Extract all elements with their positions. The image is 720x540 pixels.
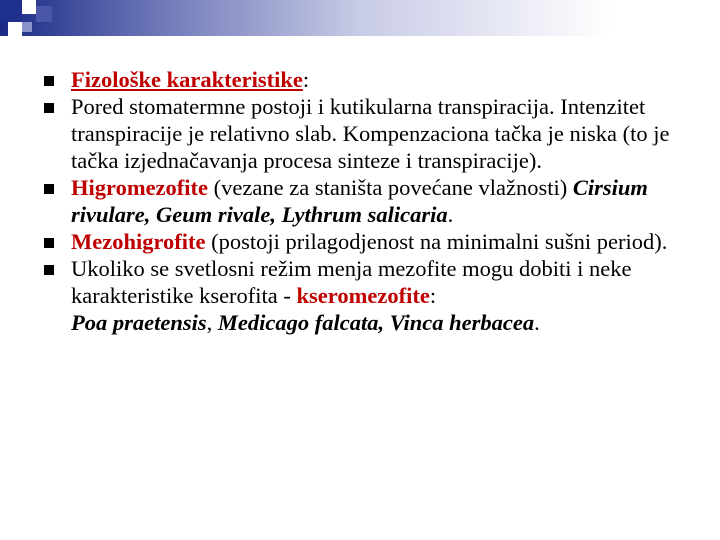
- higromezofite-species: Cirsium rivulare, Geum rivale, Lythrum salicaria: [71, 175, 648, 227]
- bullet-item-kseromezofite: [44, 255, 704, 336]
- square-bullet-icon: [44, 184, 54, 194]
- header-divider: [0, 36, 720, 40]
- decor-square: [0, 0, 22, 22]
- header-decoration-bar: [0, 0, 720, 36]
- bullet-item-mezohigrofite: [44, 228, 704, 255]
- square-bullet-icon: [44, 76, 54, 86]
- higromezofite-end: .: [447, 202, 454, 227]
- square-bullet-icon: [44, 103, 54, 113]
- kseromezofite-colon: :: [429, 283, 437, 308]
- bullet-item-higromezofite: [44, 174, 704, 228]
- transpiration-text: Pored stomatermne postoji i kutikularna transpiracija. Intenzitet transpiracije je relativno slab. Kompenzaciona tačka je niska (to je tačka izjednačavanja procesa sinteze i transpiracije).: [71, 94, 670, 173]
- bullet-item-transpiration: [44, 93, 704, 174]
- kseromezofite-end: .: [534, 310, 540, 335]
- square-bullet-icon: [44, 265, 54, 275]
- decor-square: [22, 0, 36, 14]
- higromezofite-desc: (vezane za staništa povećane vlažnosti): [208, 175, 573, 200]
- slide-content: [44, 66, 704, 336]
- decor-square: [36, 6, 52, 22]
- kseromezofite-species-2: Medicago falcata, Vinca herbacea: [217, 310, 535, 335]
- kseromezofite-species-1: Poa praetensis: [71, 310, 207, 335]
- term-mezohigrofite: Mezohigrofite: [71, 229, 206, 254]
- square-bullet-icon: [44, 238, 54, 248]
- heading-text: Fizološke karakteristike: [71, 67, 303, 92]
- decor-square: [22, 22, 32, 32]
- heading-colon: :: [302, 67, 310, 92]
- term-higromezofite: Higromezofite: [71, 175, 209, 200]
- mezohigrofite-desc: (postoji prilagodjenost na minimalni sušni period).: [205, 229, 668, 254]
- species-separator: ,: [206, 310, 218, 335]
- term-kseromezofite: kseromezofite: [296, 283, 430, 308]
- kseromezofite-desc: Ukoliko se svetlosni režim menja mezofite mogu dobiti i neke karakteristike kserofita -: [71, 256, 632, 308]
- bullet-item-heading: [44, 66, 704, 93]
- decor-square: [8, 22, 22, 36]
